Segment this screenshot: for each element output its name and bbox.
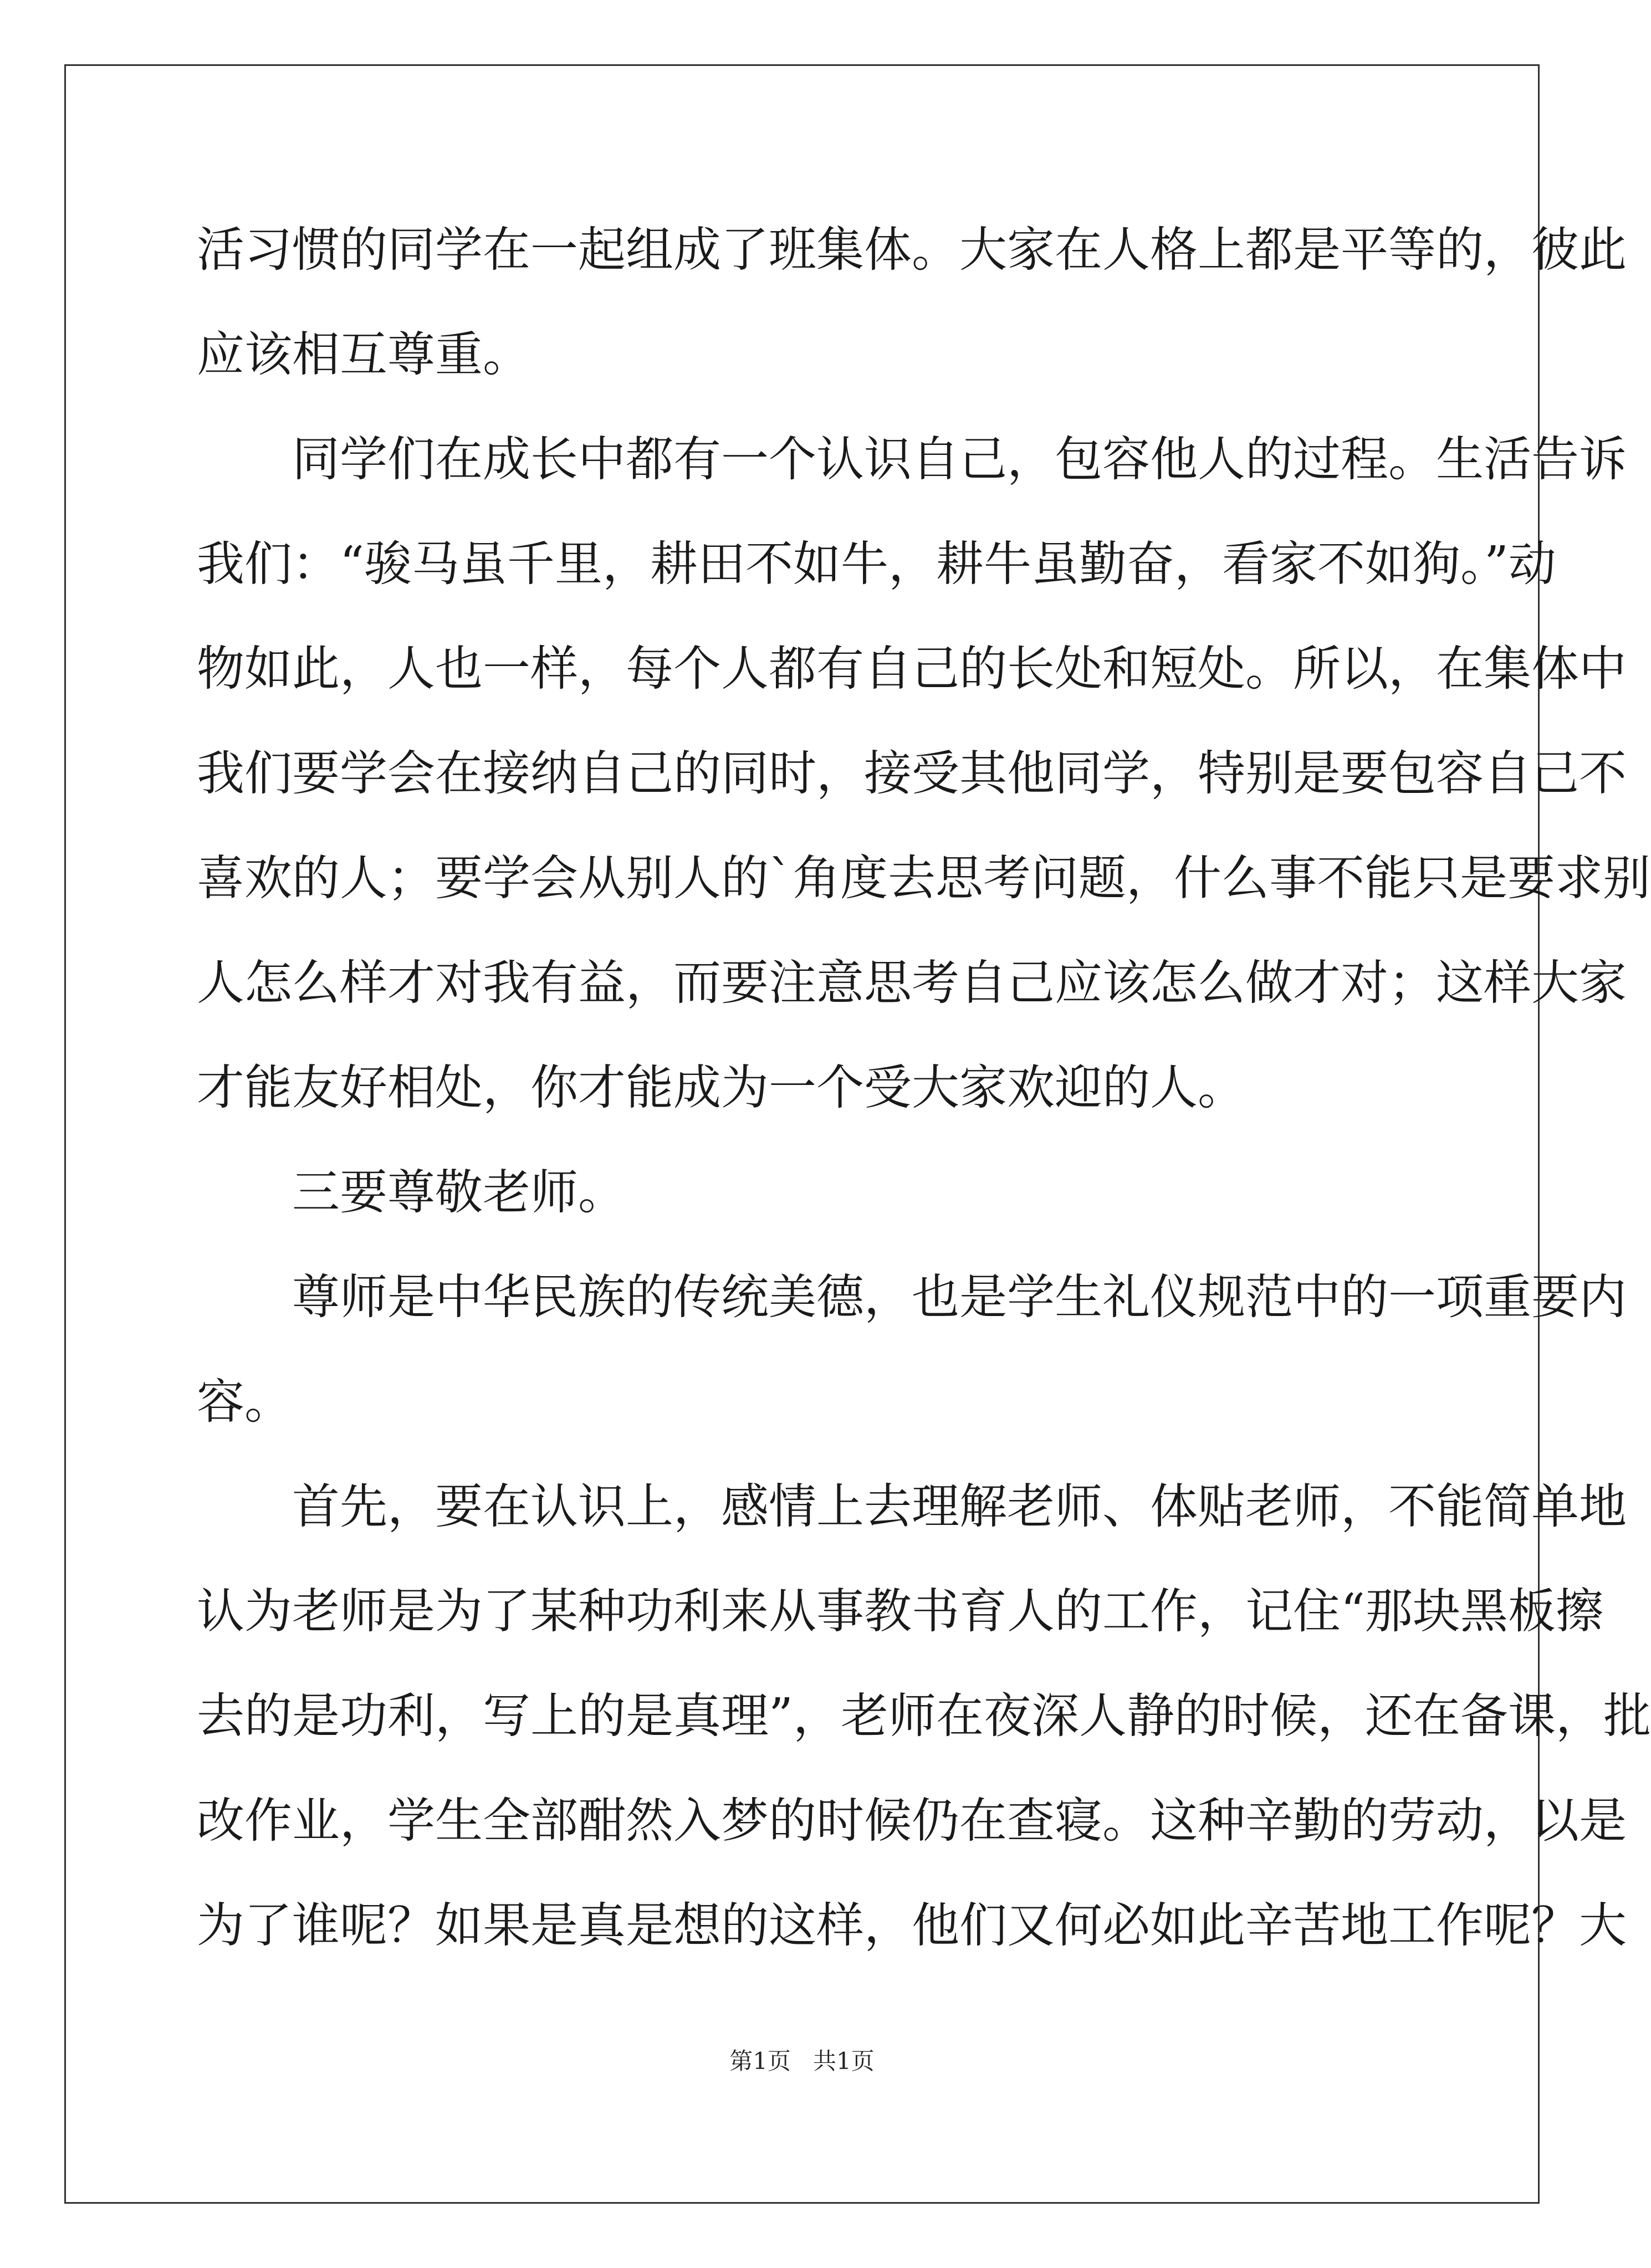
text-line: 我们：“骏马虽千里，耕田不如牛，耕牛虽勤奋，看家不如狗。”动 [197, 536, 1556, 592]
text-line: 物如此，人也一样，每个人都有自己的长处和短处。所以，在集体中 [197, 641, 1627, 697]
text-line: 容。 [197, 1374, 292, 1430]
text-line: 改作业，学生全部酣然入梦的时候仍在查寝。这种辛勤的劳动，以是 [197, 1793, 1627, 1849]
text-line: 同学们在成长中都有一个认识自己，包容他人的过程。生活告诉 [292, 432, 1627, 487]
text-line: 尊师是中华民族的传统美德，也是学生礼仪规范中的一项重要内 [292, 1269, 1627, 1325]
text-line: 去的是功利，写上的是真理”，老师在夜深人静的时候，还在备课，批 [197, 1688, 1651, 1744]
document-body [197, 218, 1651, 1999]
text-line: 喜欢的人；要学会从别人的`角度去思考问题，什么事不能只是要求别 [197, 851, 1650, 906]
page-number: 第1页 [729, 2047, 791, 2075]
text-line: 才能友好相处，你才能成为一个受大家欢迎的人。 [197, 1060, 1245, 1115]
text-line: 首先，要在认识上，感情上去理解老师、体贴老师，不能简单地 [292, 1479, 1627, 1534]
text-line: 应该相互尊重。 [197, 327, 530, 382]
text-line: 为了谁呢？如果是真是想的这样，他们又何必如此辛苦地工作呢？大 [197, 1898, 1627, 1953]
text-line: 我们要学会在接纳自己的同时，接受其他同学，特别是要包容自己不 [197, 746, 1627, 801]
section-heading: 三要尊敬老师。 [292, 1165, 626, 1220]
text-line: 认为老师是为了某种功利来从事教书育人的工作，记住“那块黑板擦 [197, 1584, 1603, 1639]
page-footer [0, 2046, 1604, 2077]
text-line: 人怎么样才对我有益，而要注意思考自己应该怎么做才对；这样大家 [197, 955, 1627, 1011]
page-total: 共1页 [813, 2047, 875, 2075]
text-line: 活习惯的同学在一起组成了班集体。大家在人格上都是平等的，彼此 [197, 222, 1627, 278]
footer-gap [791, 2047, 813, 2075]
